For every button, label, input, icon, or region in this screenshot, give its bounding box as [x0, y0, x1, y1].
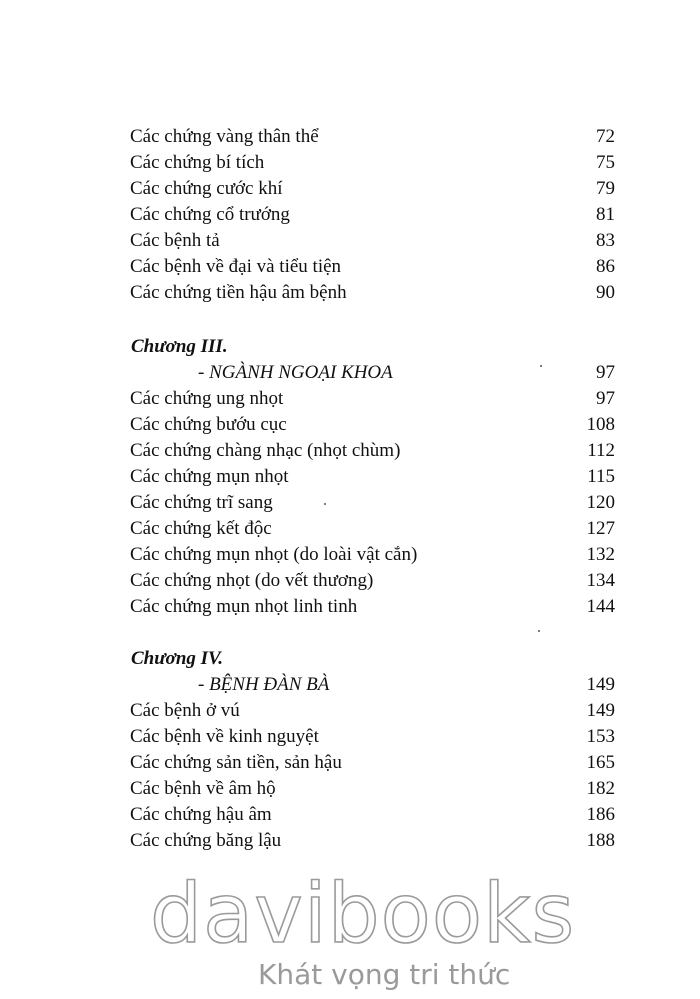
toc-entry	[130, 202, 615, 228]
toc-entry-page: 72	[596, 126, 615, 147]
toc-entry	[130, 280, 615, 306]
toc-entry	[130, 438, 615, 464]
print-speck	[538, 630, 540, 632]
section-title: - NGÀNH NGOẠI KHOA	[198, 362, 393, 383]
toc-entry-title: Các chứng nhọt (do vết thương)	[130, 570, 374, 591]
toc-entry-title: Các bệnh về kinh nguyệt	[130, 726, 319, 747]
toc-entry-title: Các chứng bướu cục	[130, 414, 287, 435]
section-title: - BỆNH ĐÀN BÀ	[198, 674, 330, 695]
toc-entry-page: 144	[586, 596, 615, 617]
section-entry	[130, 360, 615, 386]
toc-entry-page: 132	[586, 544, 615, 565]
toc-entry-title: Các bệnh tả	[130, 230, 220, 251]
toc-entry	[130, 254, 615, 280]
watermark-slogan: Khát vọng tri thức	[258, 958, 511, 991]
toc-entry-title: Các chứng vàng thân thể	[130, 126, 319, 147]
toc-entry-title: Các chứng mụn nhọt (do loài vật cắn)	[130, 544, 418, 565]
section-page: 149	[586, 674, 615, 695]
toc-entry-page: 75	[596, 152, 615, 173]
print-speck	[540, 365, 542, 367]
toc-entry-page: 134	[586, 570, 615, 591]
toc-entry-title: Các bệnh về đại và tiểu tiện	[130, 256, 342, 277]
toc-entry-title: Các bệnh về âm hộ	[130, 778, 276, 799]
toc-entry	[130, 150, 615, 176]
toc-entry-title: Các chứng băng lậu	[130, 830, 282, 851]
toc-entry-page: 81	[596, 204, 615, 225]
toc-entry	[130, 594, 615, 620]
toc-entry	[130, 542, 615, 568]
toc-entry	[130, 412, 615, 438]
toc-entry	[130, 176, 615, 202]
toc-entry-page: 127	[586, 518, 615, 539]
toc-entry	[130, 802, 615, 828]
print-speck	[324, 503, 326, 505]
chapter-heading: Chương III.	[131, 336, 228, 357]
toc-entry-page: 112	[587, 440, 615, 461]
section-page: 97	[596, 362, 615, 383]
toc-entry	[130, 750, 615, 776]
toc-entry-title: Các chứng trĩ sang	[130, 492, 273, 513]
toc-entry-page: 83	[596, 230, 615, 251]
toc-entry-page: 108	[586, 414, 615, 435]
toc-entry-title: Các chứng kết độc	[130, 518, 272, 539]
toc-entry-page: 186	[586, 804, 615, 825]
toc-entry-page: 86	[596, 256, 615, 277]
toc-entry-page: 90	[596, 282, 615, 303]
toc-entry	[130, 698, 615, 724]
toc-entry-title: Các chứng sản tiền, sản hậu	[130, 752, 342, 773]
toc-entry	[130, 568, 615, 594]
toc-entry-page: 149	[586, 700, 615, 721]
toc-entry-title: Các chứng chàng nhạc (nhọt chùm)	[130, 440, 401, 461]
chapter-heading: Chương IV.	[131, 648, 224, 669]
toc-entry-page: 182	[586, 778, 615, 799]
toc-entry-title: Các chứng mụn nhọt linh tinh	[130, 596, 358, 617]
toc-entry-page: 79	[596, 178, 615, 199]
toc-entry-page: 153	[586, 726, 615, 747]
toc-entry	[130, 228, 615, 254]
toc-entry	[130, 490, 615, 516]
toc-entry	[130, 386, 615, 412]
toc-entry-title: Các chứng tiền hậu âm bệnh	[130, 282, 347, 303]
toc-entry-title: Các chứng hậu âm	[130, 804, 272, 825]
toc-entry-page: 115	[587, 466, 615, 487]
toc-entry-page: 120	[586, 492, 615, 513]
watermark-logo: davibooks	[150, 867, 576, 962]
section-entry	[130, 672, 615, 698]
toc-entry-page: 165	[586, 752, 615, 773]
toc-entry-title: Các bệnh ở vú	[130, 700, 240, 721]
toc-entry-title: Các chứng bí tích	[130, 152, 265, 173]
toc-entry-title: Các chứng mụn nhọt	[130, 466, 289, 487]
toc-entry-title: Các chứng cước khí	[130, 178, 283, 199]
toc-entry	[130, 828, 615, 854]
toc-entry	[130, 464, 615, 490]
toc-entry	[130, 724, 615, 750]
toc-entry-title: Các chứng ung nhọt	[130, 388, 284, 409]
toc-entry	[130, 776, 615, 802]
toc-entry-page: 97	[596, 388, 615, 409]
toc-entry	[130, 516, 615, 542]
toc-entry	[130, 124, 615, 150]
toc-entry-page: 188	[586, 830, 615, 851]
toc-entry-title: Các chứng cổ trướng	[130, 204, 290, 225]
